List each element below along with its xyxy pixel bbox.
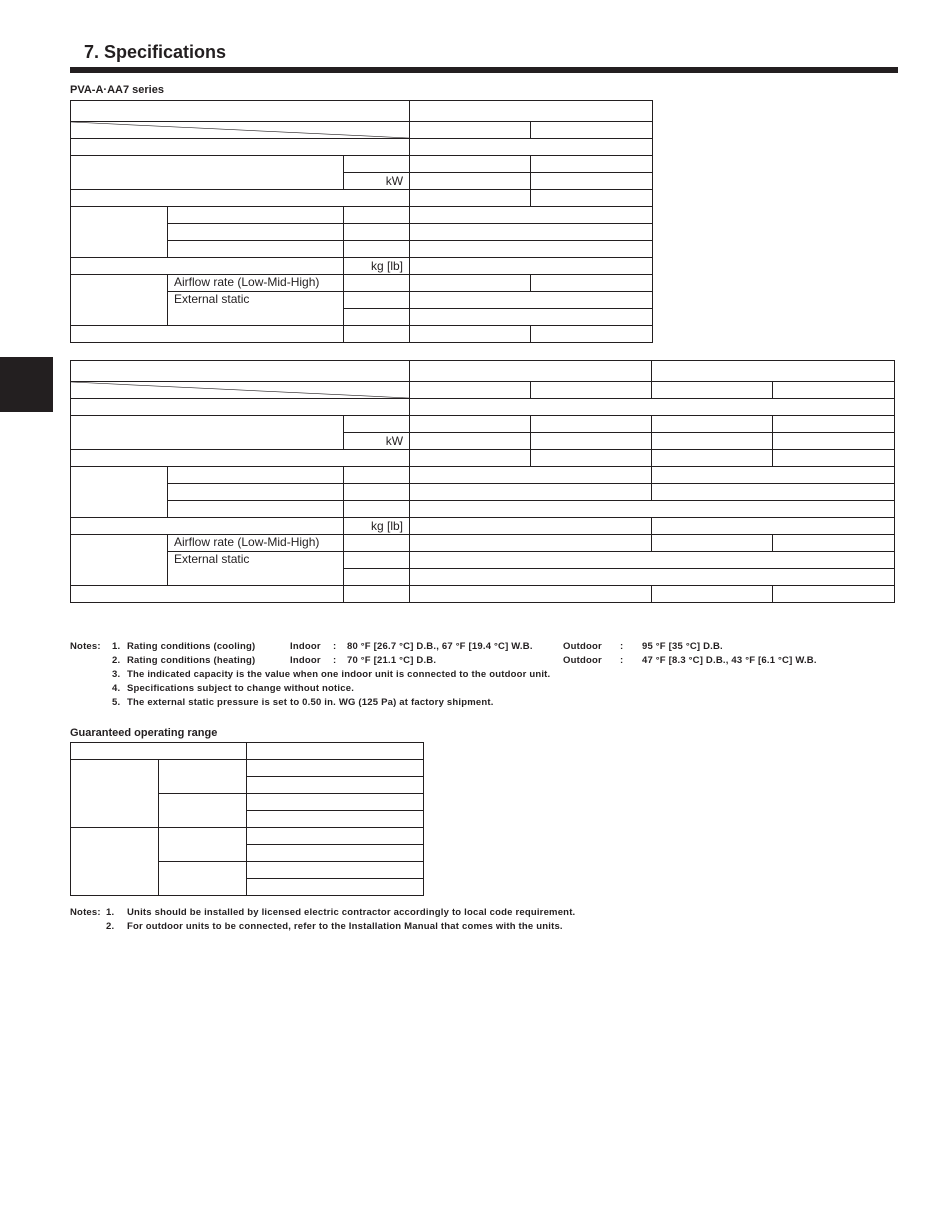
note-indoor-value: 70 °F [21.1 °C] D.B. (347, 655, 437, 666)
note-separator: : (333, 655, 337, 666)
note-text: For outdoor units to be connected, refer to the Installation Manual that comes with the units. (127, 921, 563, 932)
note-number: 4. (112, 683, 121, 694)
table-row (71, 552, 895, 569)
table-row (71, 190, 653, 207)
capacity-unit: kW (344, 173, 410, 190)
external-static-label: External static (168, 292, 344, 326)
table-row (71, 275, 653, 292)
note-separator: : (333, 641, 337, 652)
spec-table-1 (70, 100, 653, 343)
spec-table-2 (70, 360, 895, 603)
table-row (71, 501, 895, 518)
table-row (71, 399, 895, 416)
note-outdoor-value: 47 °F [8.3 °C] D.B., 43 °F [6.1 °C] W.B. (642, 655, 817, 666)
note-text: Specifications subject to change without notice. (127, 683, 355, 694)
table-row (71, 361, 895, 382)
table-row (71, 484, 895, 501)
note-text: The external static pressure is set to 0.50 in. WG (125 Pa) at factory shipment. (127, 697, 494, 708)
note-number: 5. (112, 697, 121, 708)
table-row (71, 122, 653, 139)
table-row (71, 743, 424, 760)
series-label: PVA-A·AA7 series (70, 84, 164, 96)
airflow-label: Airflow rate (Low-Mid-High) (168, 535, 344, 552)
operating-range-notes (70, 907, 870, 935)
table-row (71, 258, 653, 275)
header-diagonal (71, 122, 410, 139)
table-row (71, 156, 653, 173)
note-item (70, 907, 870, 921)
notes-label: Notes: (70, 641, 101, 652)
note-outdoor-label: Outdoor (563, 641, 602, 652)
table-row (71, 450, 895, 467)
table-row (71, 416, 895, 433)
note-text: Units should be installed by licensed electric contractor accordingly to local code requirement. (127, 907, 576, 918)
table-row (71, 382, 895, 399)
note-item (70, 655, 870, 669)
note-text: Rating conditions (heating) (127, 655, 256, 666)
note-number: 2. (106, 921, 115, 932)
note-item (70, 921, 870, 935)
note-number: 1. (106, 907, 115, 918)
table-row (71, 101, 653, 122)
table-row (71, 518, 895, 535)
header-diagonal (71, 382, 410, 399)
table-row (71, 207, 653, 224)
operating-range-table (70, 742, 424, 896)
table-row (71, 586, 895, 603)
note-item (70, 683, 870, 697)
note-outdoor-value: 95 °F [35 °C] D.B. (642, 641, 723, 652)
table-row (71, 535, 895, 552)
note-outdoor-label: Outdoor (563, 655, 602, 666)
title-rule (70, 67, 898, 73)
spec-notes (70, 641, 870, 711)
note-separator: : (620, 641, 624, 652)
note-indoor-value: 80 °F [26.7 °C] D.B., 67 °F [19.4 °C] W.B. (347, 641, 533, 652)
table-row (71, 467, 895, 484)
table-row (71, 139, 653, 156)
note-number: 3. (112, 669, 121, 680)
note-number: 1. (112, 641, 121, 652)
note-text: Rating conditions (cooling) (127, 641, 256, 652)
note-text: The indicated capacity is the value when one indoor unit is connected to the outdoor unit. (127, 669, 551, 680)
operating-range-heading: Guaranteed operating range (70, 727, 218, 739)
weight-unit: kg [lb] (344, 258, 410, 275)
weight-unit: kg [lb] (344, 518, 410, 535)
note-indoor-label: Indoor (290, 655, 321, 666)
table-row (71, 828, 424, 845)
capacity-unit: kW (344, 433, 410, 450)
airflow-label: Airflow rate (Low-Mid-High) (168, 275, 344, 292)
note-number: 2. (112, 655, 121, 666)
note-indoor-label: Indoor (290, 641, 321, 652)
note-item (70, 641, 870, 655)
table-row (71, 760, 424, 777)
chapter-tab (0, 357, 53, 412)
page-title: 7. Specifications (84, 42, 227, 62)
table-row (71, 326, 653, 343)
note-item (70, 697, 870, 711)
note-item (70, 669, 870, 683)
external-static-label: External static (168, 552, 344, 586)
notes-label: Notes: (70, 907, 101, 918)
note-separator: : (620, 655, 624, 666)
